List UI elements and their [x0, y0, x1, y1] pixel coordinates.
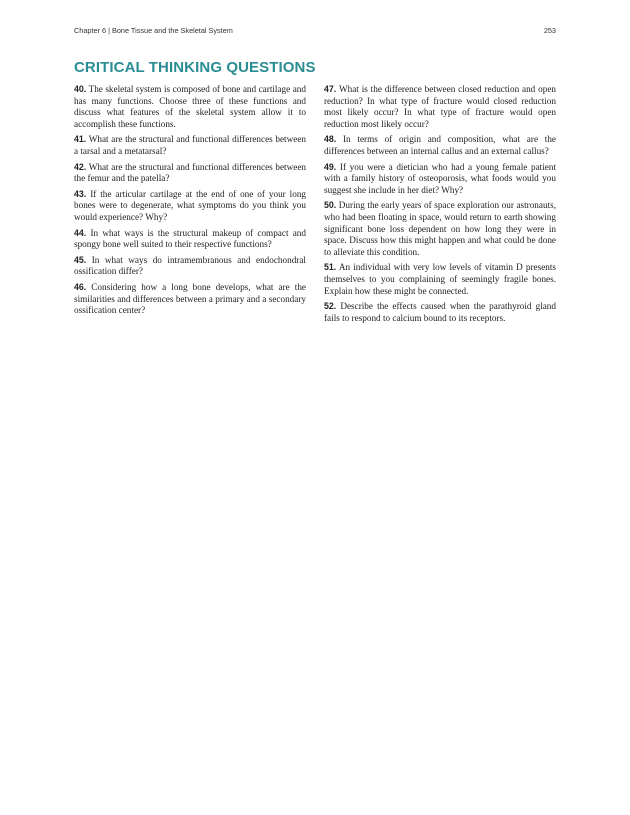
left-column [74, 84, 306, 321]
question-text: In what ways is the structural makeup of compact and spongy bone well suited to their respective functions? [74, 227, 306, 250]
question-number: 48. [324, 134, 337, 145]
question-number: 40. [74, 84, 87, 94]
page-header [74, 26, 556, 35]
question-number: 50. [324, 200, 337, 211]
question-number: 41. [74, 134, 87, 145]
question-number: 43. [74, 188, 87, 199]
question-45 [74, 255, 306, 278]
question-number: 47. [324, 84, 337, 94]
question-number: 45. [74, 254, 87, 265]
question-43 [74, 189, 306, 224]
question-50 [324, 200, 556, 258]
question-48 [324, 134, 556, 157]
question-40 [74, 84, 306, 130]
question-text: What are the structural and functional differences between a tarsal and a metatarsal? [74, 134, 306, 156]
question-text: Considering how a long bone develops, what are the similarities and differences between a primary and a secondary ossification center? [74, 281, 307, 316]
section-title: CRITICAL THINKING QUESTIONS [74, 59, 316, 76]
question-text: The skeletal system is composed of bone and cartilage and has many functions. Choose three of these functions and discuss what features of the skeletal system allow it to accomplish these functions. [74, 84, 306, 129]
chapter-title: Chapter 6 | Bone Tissue and the Skeletal System [74, 26, 233, 35]
question-text: An individual with very low levels of vitamin D presents themselves to you complaining of seemingly fragile bones. Explain how these might be connected. [324, 262, 556, 296]
question-number: 51. [324, 262, 337, 273]
question-47 [324, 84, 556, 130]
question-51 [324, 262, 556, 297]
question-number: 52. [324, 301, 337, 312]
question-number: 44. [74, 227, 87, 238]
question-text: Describe the effects caused when the parathyroid gland fails to respond to calcium bound to its receptors. [324, 301, 556, 323]
page-number: 253 [543, 26, 556, 35]
question-49 [324, 162, 556, 197]
question-42 [74, 162, 306, 185]
question-text: In what ways do intramembranous and endochondral ossification differ? [74, 254, 306, 277]
question-52 [324, 301, 556, 324]
question-text: What are the structural and functional differences between the femur and the patella? [74, 161, 306, 184]
question-text: If you were a dietician who had a young female patient with a family history of osteoporosis, what foods would you suggest she include in her diet? Why? [324, 161, 556, 195]
question-text: In terms of origin and composition, what are the differences between an internal callus and an external callus? [324, 134, 557, 156]
right-column [324, 84, 556, 328]
question-46 [74, 282, 306, 317]
question-text: What is the difference between closed reduction and open reduction? In what type of fracture would closed reduction most likely occur? In what type of fracture would open reduction most likely occur? [324, 84, 556, 129]
question-text: During the early years of space exploration our astronauts, who had been floating in space, would return to earth showing significant bone loss dependent on how long they were in space. Discuss how this might happen and what could be done to alleviate this condition. [324, 200, 556, 257]
question-number: 42. [74, 161, 87, 172]
question-44 [74, 228, 306, 251]
question-41 [74, 134, 306, 157]
question-number: 49. [324, 161, 337, 172]
question-text: If the articular cartilage at the end of one of your long bones were to degenerate, what symptoms do you think you would experience? Why? [74, 188, 307, 222]
question-number: 46. [74, 281, 87, 292]
